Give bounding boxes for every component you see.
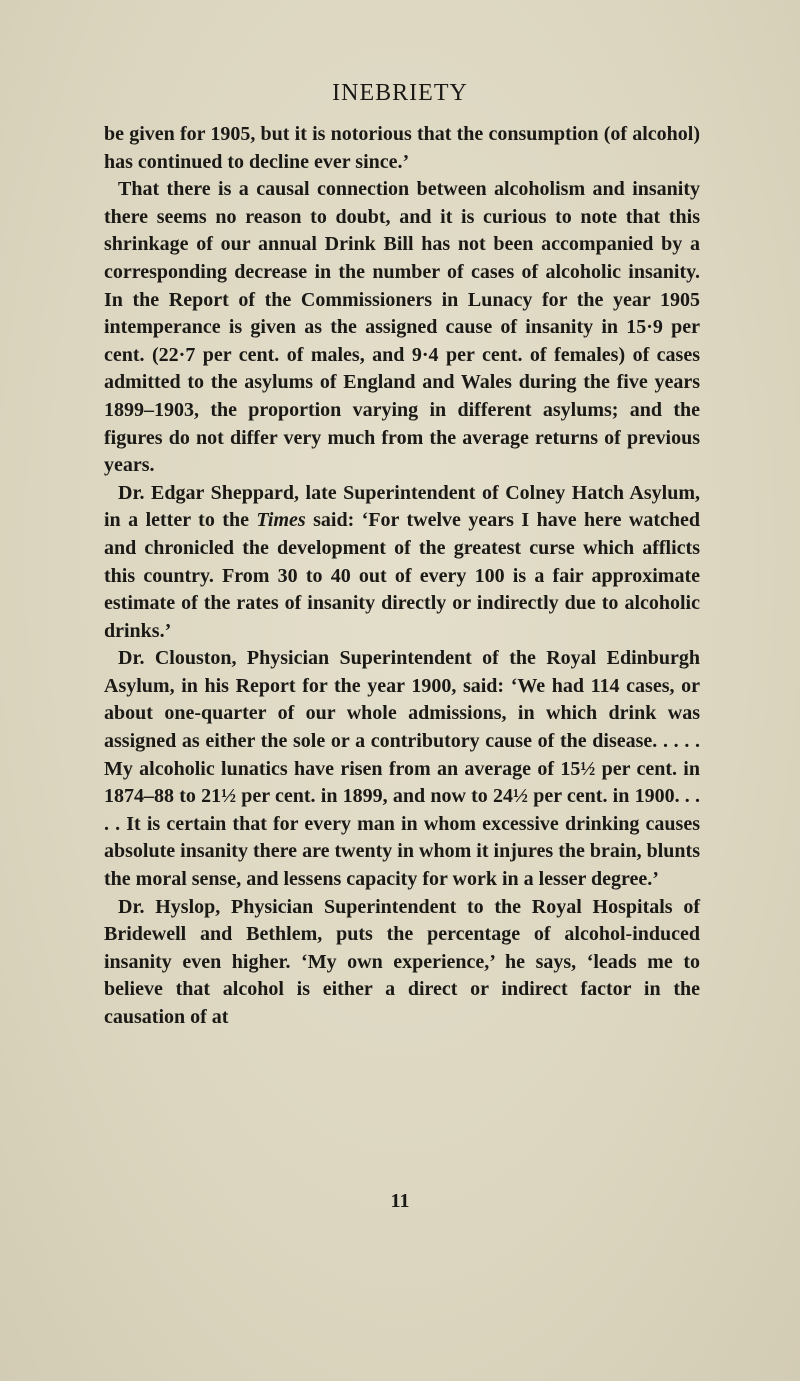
paragraph-4: Dr. Clouston, Physician Superintendent of the Royal Edinburgh Asylum, in his Report for the year 1900, said: ‘We had 114 cases, or about one-quarter of our whole admissions, in which drink was assigned as either the sole or a contributory cause of the disease. . . . . My alcoholic lunatics have risen from an average of 15½ per cent. in 1874–88 to 21½ per cent. in 1899, and now to 24½ per cent. in 1900. . . . . It is certain that for every man in whom excessive drinking causes absolute insanity there are twenty in whom it injures the brain, blunts the moral sense, and lessens capacity for work in a lesser degree.’ — [104, 647, 700, 891]
paragraph-3 — [104, 480, 700, 646]
paragraph-5: Dr. Hyslop, Physician Superintendent to the Royal Hospitals of Bridewell and Bethlem, puts the percentage of alcohol-induced insanity even higher. ‘My own experience,’ he says, ‘leads me to believe that alcohol is either a direct or indirect factor in the causation of at — [104, 895, 700, 1028]
paragraph-2: That there is a causal connection between alcoholism and insanity there seems no reason to doubt, and it is curious to note that this shrinkage of our annual Drink Bill has not been accompanied by a corresponding decrease in the number of cases of alcoholic insanity. In the Report of the Commissioners in Lunacy for the year 1905 intemperance is given as the assigned cause of insanity in 15·9 per cent. (22·7 per cent. of males, and 9·4 per cent. of females) of cases admitted to the asylums of England and Wales during the five years 1899–1903, the proportion varying in different asylums; and the figures do not differ very much from the average returns of previous years. — [104, 178, 700, 477]
newspaper-title: Times — [256, 509, 306, 532]
paragraph-1: be given for 1905, but it is notorious that the consumption (of alcohol) has continued to decline ever since.’ — [104, 123, 700, 173]
body-text — [104, 121, 700, 1032]
paragraph-3-part-1: Dr. Edgar Sheppard, late Superintendent of Colney Hatch Asylum, in a letter to the — [104, 481, 700, 532]
running-head: INEBRIETY — [332, 80, 468, 106]
page-number: 11 — [390, 1190, 410, 1212]
paragraph-3-part-2: said: ‘For twelve years I have here watched and chronicled the development of the greatest curse which afflicts this country. From 30 to 40 out of every 100 is a fair approximate estimate of the rates of insanity directly or indirectly due to alcoholic drinks.’ — [104, 509, 700, 642]
